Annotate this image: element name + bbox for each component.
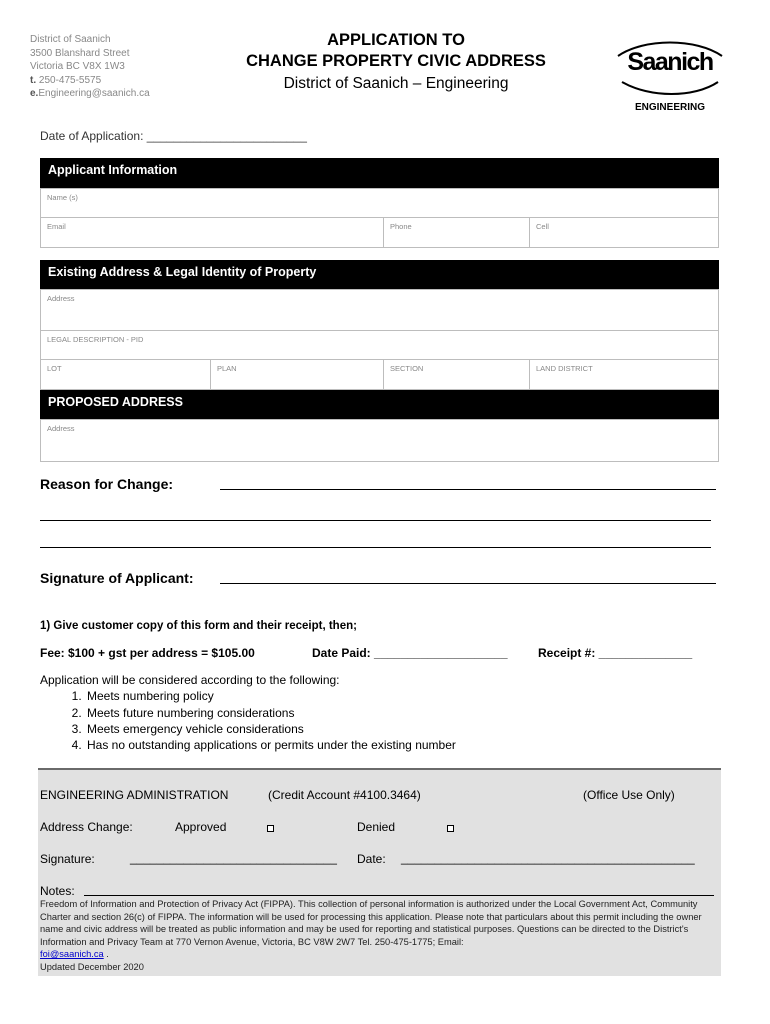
foi-email-link[interactable]: foi@saanich.ca bbox=[40, 949, 104, 960]
notes-line[interactable] bbox=[84, 895, 714, 896]
office-date-line[interactable]: ____________________________________________ bbox=[401, 851, 695, 865]
title-line-3: District of Saanich – Engineering bbox=[283, 75, 509, 92]
phone-prefix: t. bbox=[30, 74, 37, 86]
criteria-item: 1. Meets numbering policy bbox=[85, 688, 456, 704]
criteria-item: 2. Meets future numbering considerations bbox=[85, 705, 456, 721]
criteria-item: 3. Meets emergency vehicle considerations bbox=[85, 721, 456, 737]
proposed-address-field[interactable]: Address bbox=[40, 419, 719, 462]
notes-label: Notes: bbox=[40, 884, 75, 898]
office-use-only: (Office Use Only) bbox=[583, 788, 675, 802]
plan-field[interactable]: PLAN bbox=[210, 359, 384, 390]
contact-block bbox=[30, 33, 190, 101]
credit-account: (Credit Account #4100.3464) bbox=[268, 788, 421, 802]
denied-label: Denied bbox=[357, 820, 396, 834]
privacy-notice bbox=[40, 898, 720, 974]
org-email: Engineering@saanich.ca bbox=[38, 88, 150, 100]
criteria-list bbox=[85, 688, 456, 753]
email-prefix: e. bbox=[30, 88, 39, 100]
org-street: 3500 Blanshard Street bbox=[30, 47, 130, 59]
land-district-field[interactable]: LAND DISTRICT bbox=[529, 359, 719, 390]
privacy-after-email: . bbox=[103, 949, 109, 960]
org-name: District of Saanich bbox=[30, 34, 111, 45]
signature-line[interactable] bbox=[220, 583, 716, 584]
form-title bbox=[200, 30, 592, 95]
saanich-logo bbox=[614, 38, 726, 118]
fee-text: Fee: $100 + gst per address = $105.00 bbox=[40, 646, 255, 660]
criteria-intro: Application will be considered according to the following: bbox=[40, 673, 340, 687]
title-line-2: CHANGE PROPERTY CIVIC ADDRESS bbox=[246, 52, 546, 70]
privacy-text: Freedom of Information and Protection of Privacy Act (FIPPA). This collection of personal information is authorized under the Local Government Act, Community Charter and section 26(c) of FIPPA. The information will be used for processing this application. Please note that particulars about this permit including the owner name and civic address will be treated as public information and may be used for reporting and statistical purposes. Questions can be directed to the District's Information and Privacy Team at 770 Vernon Avenue, Victoria, BC V8W 2W7 Tel. 250-475-1775; Email: bbox=[40, 899, 702, 947]
office-signature-line[interactable]: _______________________________ bbox=[130, 851, 337, 865]
email-field[interactable]: Email bbox=[40, 217, 384, 248]
reason-line-2[interactable] bbox=[40, 520, 711, 521]
reason-line-3[interactable] bbox=[40, 547, 711, 548]
address-change-label: Address Change: bbox=[40, 820, 133, 834]
date-paid-field[interactable]: Date Paid: ____________________ bbox=[312, 646, 508, 660]
office-signature-label: Signature: bbox=[40, 852, 95, 866]
receipt-field[interactable]: Receipt #: ______________ bbox=[538, 646, 693, 660]
legal-description-field[interactable]: LEGAL DESCRIPTION - PID bbox=[40, 330, 719, 360]
cell-field[interactable]: Cell bbox=[529, 217, 719, 248]
applicant-info-header: Applicant Information bbox=[40, 158, 719, 188]
approved-label: Approved bbox=[175, 820, 227, 834]
org-email-line bbox=[30, 87, 190, 101]
saanich-logo-graphic bbox=[614, 38, 726, 118]
existing-address-header: Existing Address & Legal Identity of Property bbox=[40, 260, 719, 290]
criteria-item: 4. Has no outstanding applications or permits under the existing number bbox=[85, 737, 456, 753]
section-field[interactable]: SECTION bbox=[383, 359, 530, 390]
proposed-address-header: PROPOSED ADDRESS bbox=[40, 390, 719, 420]
date-of-application[interactable]: Date of Application: ________________________ bbox=[40, 129, 307, 143]
reason-label: Reason for Change: bbox=[40, 476, 174, 492]
instruction-text: 1) Give customer copy of this form and their receipt, then; bbox=[40, 620, 357, 632]
engineering-admin-label: ENGINEERING ADMINISTRATION bbox=[40, 788, 229, 802]
updated-date: Updated December 2020 bbox=[40, 961, 144, 972]
phone-field[interactable]: Phone bbox=[383, 217, 530, 248]
criteria-block bbox=[40, 672, 456, 753]
lot-field[interactable]: LOT bbox=[40, 359, 211, 390]
approved-checkbox[interactable] bbox=[267, 825, 274, 832]
title-line-1: APPLICATION TO bbox=[327, 31, 465, 49]
office-date-label: Date: bbox=[357, 852, 386, 866]
org-city: Victoria BC V8X 1W3 bbox=[30, 61, 125, 73]
reason-line-1[interactable] bbox=[220, 489, 716, 490]
org-phone-line bbox=[30, 74, 190, 88]
existing-address-field[interactable]: Address bbox=[40, 289, 719, 331]
logo-word: Saanich bbox=[627, 48, 713, 76]
logo-sub: ENGINEERING bbox=[634, 102, 706, 113]
denied-checkbox[interactable] bbox=[447, 825, 454, 832]
signature-label: Signature of Applicant: bbox=[40, 570, 194, 586]
org-phone: 250-475-5575 bbox=[38, 74, 102, 86]
name-field[interactable]: Name (s) bbox=[40, 188, 719, 218]
